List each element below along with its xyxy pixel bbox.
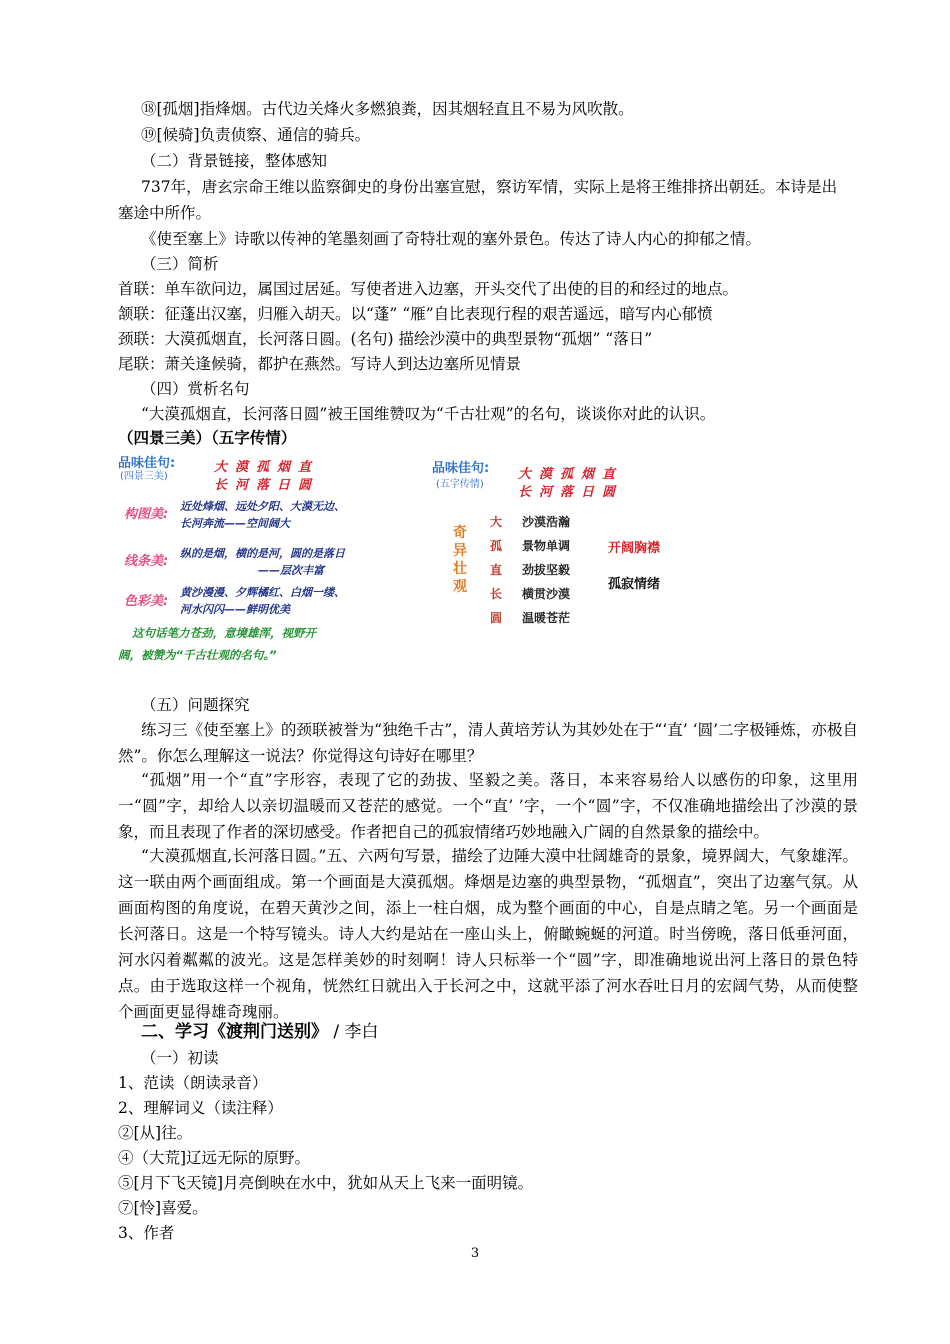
- appreciation-heading: （四）赏析名句: [141, 380, 250, 398]
- key-char: 孤: [490, 539, 503, 553]
- vertical-char: 异: [453, 543, 467, 559]
- analysis-line: 尾联：萧关逢候骑，都护在燕然。写诗人到达边塞所见情景: [118, 355, 522, 373]
- appreciation-bold-title: （四景三美）（五字传情）: [118, 429, 297, 447]
- background-paragraph-2: 《使至塞上》诗歌以传神的笔墨刻画了奇特壮观的塞外景色。传达了诗人内心的抑郁之情。: [141, 230, 762, 248]
- background-paragraph-1b: 塞途中所作。: [118, 204, 212, 222]
- key-char: 直: [490, 563, 503, 577]
- gloss-5: ⑤[月下飞天镜]月亮倒映在水中，犹如从天上飞来一面明镜。: [118, 1174, 534, 1192]
- key-char: 大: [490, 515, 503, 529]
- key-desc: 横贯沙漠: [522, 587, 571, 601]
- analysis-line: 颈联：大漠孤烟直，长河落日圆。(名句) 描绘沙漠中的典型景物“孤烟” “落日”: [118, 330, 653, 348]
- beauty-text-line: 长河奔流——空间阔大: [180, 517, 290, 530]
- inquiry-question: 练习三《使至塞上》的颈联被誉为“独绝千古”，清人黄培芳认为其妙处在于“‘直’ ‘圆’二字极锤炼，亦极自然”。你怎么理解这一说法？你觉得这句诗好在哪里？: [118, 721, 858, 765]
- key-desc: 沙漠浩瀚: [522, 515, 571, 529]
- reading-heading: （一）初读: [141, 1049, 219, 1067]
- section-2-author: / 李白: [328, 1022, 379, 1042]
- gloss-2: ②[从]往。: [118, 1124, 193, 1142]
- left-appreciation-figure: [118, 450, 418, 670]
- background-heading: （二）背景链接，整体感知: [141, 152, 328, 170]
- page-number: 3: [470, 1246, 480, 1261]
- vertical-char: 观: [453, 579, 467, 595]
- analysis-heading: （三）简析: [141, 255, 219, 273]
- inquiry-answer-1: “孤烟”用一个“直”字形容，表现了它的劲拔、坚毅之美。落日，本来容易给人以感伤的印象，这里用一“圆”字，却给人以亲切温暖而又苍茫的感觉。一个“直’ ’字，一个“圆”字，不仅准确地描绘出了沙漠的景象，而且表现了作者的深切感受。作者把自己的孤寂情绪巧妙地融入广阔的自然景象的描绘中。: [118, 771, 858, 841]
- left-poem-line-2: 长河落日圆: [214, 478, 320, 493]
- inquiry-heading: （五）问题探究: [141, 696, 250, 714]
- emotion-broad-mind: 开阔胸襟: [608, 541, 661, 556]
- note-18: ⑱[孤烟]指烽烟。古代边关烽火多燃狼粪，因其烟轻直且不易为风吹散。: [141, 100, 634, 118]
- reading-item-3: 3、作者: [118, 1224, 175, 1242]
- appreciation-question: “大漠孤烟直，长河落日圆”被王国维赞叹为“千古壮观”的名句，谈谈你对此的认识。: [141, 405, 716, 423]
- key-desc: 景物单调: [522, 539, 571, 553]
- key-char: 圆: [490, 611, 503, 625]
- beauty-key-composition: 构图美:: [124, 507, 169, 522]
- reading-item-2: 2、理解词义（读注释）: [118, 1099, 283, 1117]
- left-poem-line-1: 大漠孤烟直: [214, 460, 320, 475]
- right-poem-line-2: 长河落日圆: [518, 485, 624, 500]
- right-poem-line-1: 大漠孤烟直: [518, 467, 624, 482]
- inquiry-answer-2: “大漠孤烟直,长河落日圆。”五、六两句写景，描绘了边陲大漠中壮阔雄奇的景象，境界阔大，气象雄浑。这一联由两个画面组成。第一个画面是大漠孤烟。烽烟是边塞的典型景物，“孤烟直”，突出了边塞气氛。从画面构图的角度说，在碧天黄沙之间，添上一柱白烟，成为整个画面的中心，自是点睛之笔。另一个画面是长河落日。这是一个特写镜头。诗人大约是站在一座山头上，俯瞰蜿蜒的河道。时当傍晚，落日低垂河面，河水闪着粼粼的波光。这是怎样美妙的时刻啊！诗人只标举一个“圆”字，即准确地说出河上落日的景色特点。由于选取这样一个视角，恍然红日就出入于长河之中，这就平添了河水吞吐日月的宏阔气势，从而使整个画面更显得雄奇瑰丽。: [118, 847, 858, 1021]
- key-desc: 温暖苍茫: [522, 611, 571, 625]
- analysis-line: 首联：单车欲问边，属国过居延。写使者进入边塞，开头交代了出使的目的和经过的地点。: [118, 280, 739, 298]
- reading-item-1: 1、范读（朗读录音）: [118, 1074, 268, 1092]
- key-desc: 劲拔坚毅: [522, 563, 571, 577]
- beauty-text-line: ——层次丰富: [258, 564, 324, 577]
- gloss-7: ⑦[怜]喜爱。: [118, 1199, 208, 1217]
- right-panel-label: 品味佳句:: [432, 461, 490, 476]
- left-panel-sublabel: (四景三美): [120, 471, 168, 482]
- beauty-text-line: 纵的是烟，横的是河，圆的是落日: [180, 547, 345, 560]
- note-19: ⑲[候骑]负责侦察、通信的骑兵。: [141, 126, 371, 144]
- section-2-title-text: 二、学习《渡荆门送别》: [141, 1022, 328, 1042]
- right-appreciation-figure: [432, 455, 692, 635]
- analysis-line: 颔联：征蓬出汉塞，归雁入胡天。以“蓬” “雁”自比表现行程的艰苦遥远，暗写内心郁愤: [118, 305, 713, 323]
- left-panel-label: 品味佳句:: [118, 456, 176, 471]
- beauty-key-colors: 色彩美:: [124, 594, 169, 609]
- beauty-key-lines: 线条美:: [124, 554, 169, 569]
- beauty-text-line: 近处烽烟、远处夕阳、大漠无边、: [180, 500, 345, 513]
- key-char: 长: [490, 587, 503, 601]
- green-note-line-2: 阔，被赞为“千古壮观的名句。”: [118, 648, 277, 662]
- beauty-text-line: 河水闪闪——鲜明优美: [180, 603, 290, 616]
- vertical-char: 壮: [453, 561, 467, 577]
- vertical-char: 奇: [453, 525, 467, 541]
- right-panel-sublabel: (五字传情): [436, 479, 484, 490]
- beauty-text-line: 黄沙漫漫、夕辉橘红、白烟一缕、: [180, 586, 345, 599]
- section-2-title: [141, 1019, 379, 1045]
- gloss-4: ④（大荒]辽远无际的原野。: [118, 1149, 311, 1167]
- green-note-line-1: 这句话笔力苍劲，意境雄浑，视野开: [132, 626, 316, 640]
- emotion-loneliness: 孤寂情绪: [608, 577, 661, 592]
- background-paragraph-1a: 737年，唐玄宗命王维以监察御史的身份出塞宣慰，察访军情，实际上是将王维排挤出朝廷。本诗是出: [141, 178, 838, 196]
